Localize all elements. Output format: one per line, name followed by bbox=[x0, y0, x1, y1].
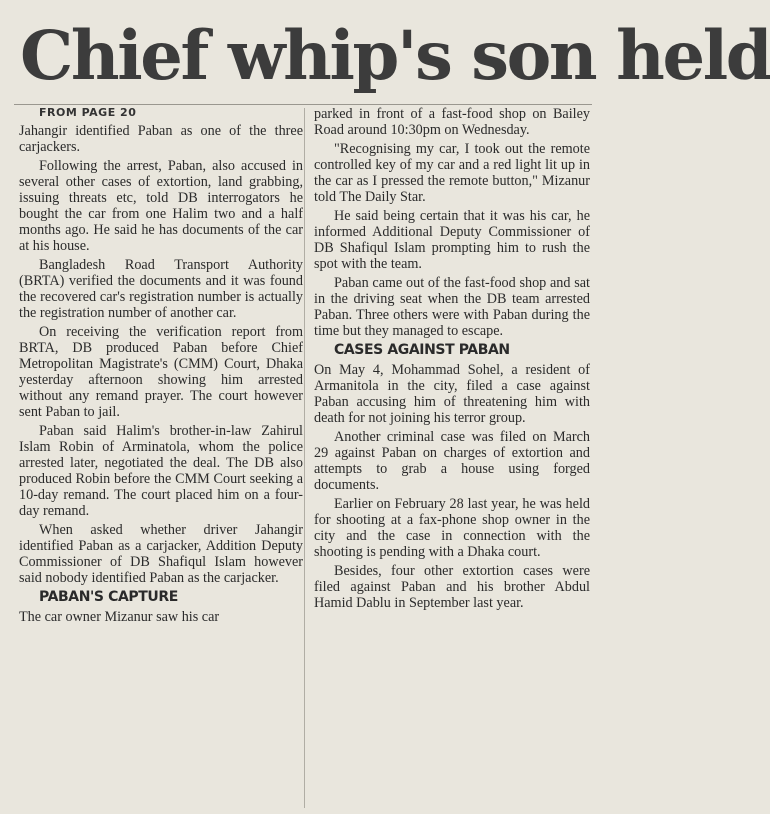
column-divider bbox=[304, 108, 305, 808]
paragraph: Jahangir identified Paban as one of the three carjackers. bbox=[19, 123, 303, 155]
right-column bbox=[314, 106, 590, 614]
paragraph: Earlier on February 28 last year, he was held for shooting at a fax-phone shop owner in the city and the case in connection with the shooting is pending with a Dhaka court. bbox=[314, 496, 590, 560]
paragraph: Paban said Halim's brother-in-law Zahirul Islam Robin of Arminatola, whom the police arrested later, negotiated the deal. The DB also produced Robin before the CMM Court seeking a 10-day remand. The court placed him on a four-day remand. bbox=[19, 423, 303, 519]
subhead-cases-against-paban: CASES AGAINST PABAN bbox=[334, 342, 510, 358]
paragraph: On May 4, Mohammad Sohel, a resident of Armanitola in the city, filed a case against Paban accusing him of threatening him with death for not joining his terror group. bbox=[314, 362, 590, 426]
paragraph: Bangladesh Road Transport Authority (BRTA) verified the documents and it was found the recovered car's registration number is actually the registration number of another car. bbox=[19, 257, 303, 321]
paragraph: He said being certain that it was his car, he informed Additional Deputy Commissioner of DB Shafiqul Islam prompting him to rush the spot with the team. bbox=[314, 208, 590, 272]
paragraph: The car owner Mizanur saw his car bbox=[19, 609, 220, 625]
paragraph: Another criminal case was filed on March 29 against Paban on charges of extortion and attempts to grab a house using forged documents. bbox=[314, 429, 590, 493]
subhead-pabans-capture: PABAN'S CAPTURE bbox=[39, 589, 178, 605]
paragraph: On receiving the verification report from BRTA, DB produced Paban before Chief Metropolitan Magistrate's (CMM) Court, Dhaka yesterday afternoon showing him arrested without any remand prayer. The court however sent Paban to jail. bbox=[19, 324, 303, 420]
headline: Chief whip's son held bbox=[20, 16, 770, 95]
left-column bbox=[19, 106, 303, 628]
headline-rule bbox=[14, 104, 592, 105]
paragraph: "Recognising my car, I took out the remote controlled key of my car and a red light lit up in the car as I pressed the remote button," Mizanur told The Daily Star. bbox=[314, 141, 590, 205]
paragraph: Besides, four other extortion cases were filed against Paban and his brother Abdul Hamid Dablu in September last year. bbox=[314, 563, 590, 611]
paragraph: Following the arrest, Paban, also accused in several other cases of extortion, land grabbing, issuing threats etc, told DB interrogators he bought the car from one Halim two and a half months ago. He said he has documents of the car at his house. bbox=[19, 158, 303, 254]
paragraph: When asked whether driver Jahangir identified Paban as a carjacker, Addition Deputy Commissioner of DB Shafiqul Islam however said nobody identified Paban as the carjacker. bbox=[19, 522, 303, 586]
paragraph: parked in front of a fast-food shop on Bailey Road around 10:30pm on Wednesday. bbox=[314, 106, 590, 138]
paragraph: Paban came out of the fast-food shop and sat in the driving seat when the DB team arrested Paban. Three others were with Paban during the time but they managed to escape. bbox=[314, 275, 590, 339]
kicker-from-page: FROM PAGE 20 bbox=[39, 106, 137, 119]
